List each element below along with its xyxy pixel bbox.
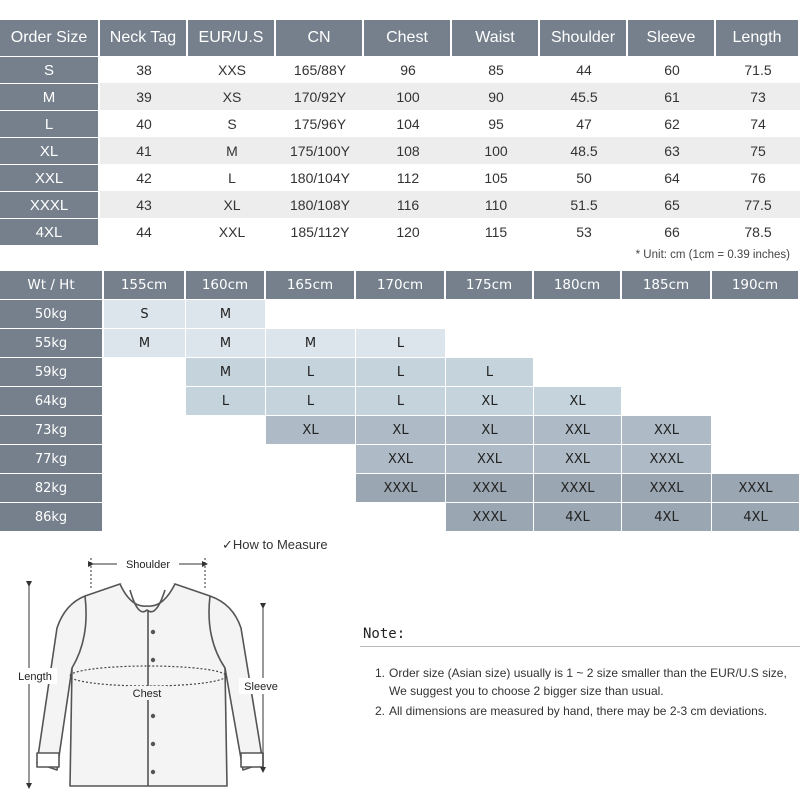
fit-table xyxy=(0,271,800,532)
recommended-size-cell: L xyxy=(446,358,534,387)
recommended-size-cell: XXXL xyxy=(534,474,622,503)
shoulder-label: Shoulder xyxy=(125,559,171,571)
size-table-cell: 44 xyxy=(136,223,152,240)
size-table-cell: 170/92Y xyxy=(276,83,364,110)
recommended-size-cell: XL xyxy=(534,387,622,416)
size-table-cell: 112 xyxy=(396,169,420,186)
fit-table-row xyxy=(0,300,800,329)
recommended-size-cell: XXL xyxy=(622,416,712,445)
recommended-size-cell: L xyxy=(266,358,356,387)
check-icon: ✓ xyxy=(222,537,233,552)
recommended-size-cell: M xyxy=(186,358,266,387)
size-table-cell: 60 xyxy=(664,61,680,78)
note-number: 2. xyxy=(375,704,386,718)
empty-cell xyxy=(104,387,186,416)
note-item xyxy=(375,702,795,720)
size-table-cell: 71.5 xyxy=(744,61,772,78)
size-table-cell: 64 xyxy=(664,169,680,186)
size-table-cell: 96 xyxy=(400,61,416,78)
size-table-row xyxy=(0,137,800,164)
size-table-column-header: Chest xyxy=(364,20,452,56)
size-table-cell: 77.5 xyxy=(716,191,800,218)
size-table-cell: 51.5 xyxy=(540,191,628,218)
empty-cell xyxy=(356,503,446,532)
empty-cell xyxy=(712,387,800,416)
recommended-size-cell: XXXL xyxy=(446,474,534,503)
height-column-header: 160cm xyxy=(186,271,266,300)
shirt-icon xyxy=(37,584,263,786)
empty-cell xyxy=(186,416,266,445)
note-text: All dimensions are measured by hand, there may be 2-3 cm deviations. xyxy=(389,704,768,718)
recommended-size-cell: L xyxy=(356,358,446,387)
empty-cell xyxy=(622,358,712,387)
height-column-header: 175cm xyxy=(446,271,534,300)
size-table-cell: 42 xyxy=(136,169,152,186)
size-table-cell: 175/96Y xyxy=(293,115,347,132)
empty-cell xyxy=(712,358,800,387)
size-table-cell: 120 xyxy=(396,223,420,240)
fit-table-row xyxy=(0,503,800,532)
weight-cell: 77kg xyxy=(0,445,104,474)
chest-label: Chest xyxy=(132,688,162,700)
recommended-size-cell: XXXL xyxy=(446,503,534,532)
empty-cell xyxy=(266,445,356,474)
how-to-measure-title: ✓How to Measure xyxy=(222,537,328,552)
size-table-cell: 85 xyxy=(488,61,504,78)
recommended-size-cell: 4XL xyxy=(534,503,622,532)
weight-cell: 82kg xyxy=(0,474,104,503)
size-table-header xyxy=(0,20,800,56)
empty-cell xyxy=(186,503,266,532)
recommended-size-cell: M xyxy=(104,329,186,358)
size-table-row xyxy=(0,56,800,83)
note-divider xyxy=(360,646,800,647)
size-table-cell: 66 xyxy=(664,223,680,240)
recommended-size-cell: L xyxy=(356,329,446,358)
size-table-row xyxy=(0,164,800,191)
empty-cell xyxy=(622,387,712,416)
empty-cell xyxy=(534,300,622,329)
recommended-size-cell: L xyxy=(266,387,356,416)
size-table-column-header: Shoulder xyxy=(540,20,628,56)
recommended-size-cell: S xyxy=(104,300,186,329)
size-table-column-header: Length xyxy=(716,20,800,56)
size-table-cell: XXS xyxy=(217,61,246,78)
empty-cell xyxy=(534,329,622,358)
fit-table-row xyxy=(0,416,800,445)
size-table-cell: XXL xyxy=(218,223,246,240)
recommended-size-cell: XXL xyxy=(356,445,446,474)
recommended-size-cell: L xyxy=(356,387,446,416)
fit-table-row xyxy=(0,445,800,474)
recommended-size-cell: XXXL xyxy=(622,445,712,474)
empty-cell xyxy=(446,300,534,329)
height-column-header: 170cm xyxy=(356,271,446,300)
size-table-cell: 47 xyxy=(576,115,592,132)
size-table-column-header: EUR/U.S xyxy=(188,20,276,56)
empty-cell xyxy=(712,329,800,358)
height-column-header: 190cm xyxy=(712,271,800,300)
size-table-cell: 115 xyxy=(484,223,508,240)
empty-cell xyxy=(104,474,186,503)
fit-table-row xyxy=(0,387,800,416)
length-label: Length xyxy=(18,671,52,683)
size-table-cell: 116 xyxy=(364,191,452,218)
weight-cell: 73kg xyxy=(0,416,104,445)
shirt-measure-diagram xyxy=(5,548,335,798)
size-table-column-header: Waist xyxy=(452,20,540,56)
size-table-cell: XL xyxy=(188,191,276,218)
size-table-cell: 43 xyxy=(100,191,188,218)
size-table-row xyxy=(0,83,800,110)
size-table-cell: 74 xyxy=(750,115,766,132)
empty-cell xyxy=(622,329,712,358)
empty-cell xyxy=(266,474,356,503)
size-table-row xyxy=(0,218,800,245)
fit-table-row xyxy=(0,329,800,358)
size-table-cell: 165/88Y xyxy=(293,61,347,78)
recommended-size-cell: XL xyxy=(356,416,446,445)
size-table-cell: XS xyxy=(188,83,276,110)
size-table-cell: 48.5 xyxy=(540,137,628,164)
note-item xyxy=(375,664,795,700)
order-size-cell: 4XL xyxy=(0,218,100,245)
weight-cell: 55kg xyxy=(0,329,104,358)
order-size-cell: L xyxy=(0,110,100,137)
size-table-cell: 185/112Y xyxy=(290,223,350,240)
empty-cell xyxy=(356,300,446,329)
empty-cell xyxy=(104,416,186,445)
size-table-cell: 100 xyxy=(452,137,540,164)
weight-cell: 50kg xyxy=(0,300,104,329)
note-number: 1. xyxy=(375,666,386,680)
empty-cell xyxy=(712,300,800,329)
recommended-size-cell: XL xyxy=(266,416,356,445)
fit-table-row xyxy=(0,474,800,503)
recommended-size-cell: XXXL xyxy=(622,474,712,503)
size-table-cell: 108 xyxy=(364,137,452,164)
recommended-size-cell: XL xyxy=(446,416,534,445)
recommended-size-cell: 4XL xyxy=(622,503,712,532)
size-table-cell: 75 xyxy=(716,137,800,164)
size-table-cell: 95 xyxy=(488,115,504,132)
size-table-cell: 44 xyxy=(576,61,592,78)
size-table-cell: 50 xyxy=(576,169,592,186)
size-table-cell: 73 xyxy=(716,83,800,110)
recommended-size-cell: XXL xyxy=(534,445,622,474)
size-table-cell: 45.5 xyxy=(540,83,628,110)
size-table-cell: 61 xyxy=(628,83,716,110)
empty-cell xyxy=(712,445,800,474)
order-size-cell: XXXL xyxy=(0,191,100,218)
empty-cell xyxy=(622,300,712,329)
recommended-size-cell: XXXL xyxy=(712,474,800,503)
note-title: Note: xyxy=(363,626,406,642)
fit-table-row xyxy=(0,358,800,387)
recommended-size-cell: XL xyxy=(446,387,534,416)
height-column-header: 180cm xyxy=(534,271,622,300)
empty-cell xyxy=(712,416,800,445)
size-table-column-header: CN xyxy=(276,20,364,56)
weight-cell: 59kg xyxy=(0,358,104,387)
size-table-row xyxy=(0,110,800,137)
size-table-cell: 38 xyxy=(136,61,152,78)
empty-cell xyxy=(104,503,186,532)
size-table-cell: L xyxy=(228,169,236,186)
weight-cell: 86kg xyxy=(0,503,104,532)
size-table-cell: 104 xyxy=(396,115,420,132)
size-table-cell: 40 xyxy=(136,115,152,132)
unit-note: * Unit: cm (1cm = 0.39 inches) xyxy=(635,249,790,261)
size-table-column-header: Neck Tag xyxy=(100,20,188,56)
size-table-cell: 175/100Y xyxy=(276,137,364,164)
recommended-size-cell: M xyxy=(266,329,356,358)
size-table-cell: S xyxy=(227,115,237,132)
size-table-cell: 76 xyxy=(750,169,766,186)
size-table-cell: 78.5 xyxy=(744,223,772,240)
note-text: Order size (Asian size) usually is 1 ~ 2 size smaller than the EUR/U.S size, We suggest you to choose 2 bigger size than usual. xyxy=(389,666,787,698)
empty-cell xyxy=(534,358,622,387)
recommended-size-cell: 4XL xyxy=(712,503,800,532)
empty-cell xyxy=(104,358,186,387)
height-column-header: 185cm xyxy=(622,271,712,300)
order-size-cell: M xyxy=(0,83,100,110)
sleeve-label: Sleeve xyxy=(244,681,278,693)
empty-cell xyxy=(186,445,266,474)
size-table-cell: 65 xyxy=(628,191,716,218)
recommended-size-cell: L xyxy=(186,387,266,416)
recommended-size-cell: M xyxy=(186,300,266,329)
fit-table-corner: Wt / Ht xyxy=(0,271,104,300)
recommended-size-cell: XXXL xyxy=(356,474,446,503)
empty-cell xyxy=(104,445,186,474)
size-table-cell: 90 xyxy=(452,83,540,110)
size-table-cell: 180/108Y xyxy=(276,191,364,218)
height-column-header: 165cm xyxy=(266,271,356,300)
empty-cell xyxy=(446,329,534,358)
size-table-cell: 62 xyxy=(664,115,680,132)
size-table-cell: M xyxy=(188,137,276,164)
weight-cell: 64kg xyxy=(0,387,104,416)
size-table-cell: 39 xyxy=(100,83,188,110)
empty-cell xyxy=(186,474,266,503)
size-table-column-header: Order Size xyxy=(0,20,100,56)
size-table-cell: 180/104Y xyxy=(290,169,350,186)
size-table-cell: 53 xyxy=(576,223,592,240)
fit-table-header xyxy=(0,271,800,300)
size-table-cell: 110 xyxy=(452,191,540,218)
size-table-cell: 100 xyxy=(364,83,452,110)
order-size-cell: XXL xyxy=(0,164,100,191)
empty-cell xyxy=(266,503,356,532)
note-list xyxy=(375,664,795,722)
size-table-cell: 63 xyxy=(628,137,716,164)
recommended-size-cell: XXL xyxy=(446,445,534,474)
order-size-cell: S xyxy=(0,56,100,83)
size-table-cell: 105 xyxy=(484,169,508,186)
height-column-header: 155cm xyxy=(104,271,186,300)
size-table-row xyxy=(0,191,800,218)
size-table-cell: 41 xyxy=(100,137,188,164)
recommended-size-cell: M xyxy=(186,329,266,358)
size-table xyxy=(0,20,800,245)
size-table-column-header: Sleeve xyxy=(628,20,716,56)
empty-cell xyxy=(266,300,356,329)
order-size-cell: XL xyxy=(0,137,100,164)
recommended-size-cell: XXL xyxy=(534,416,622,445)
